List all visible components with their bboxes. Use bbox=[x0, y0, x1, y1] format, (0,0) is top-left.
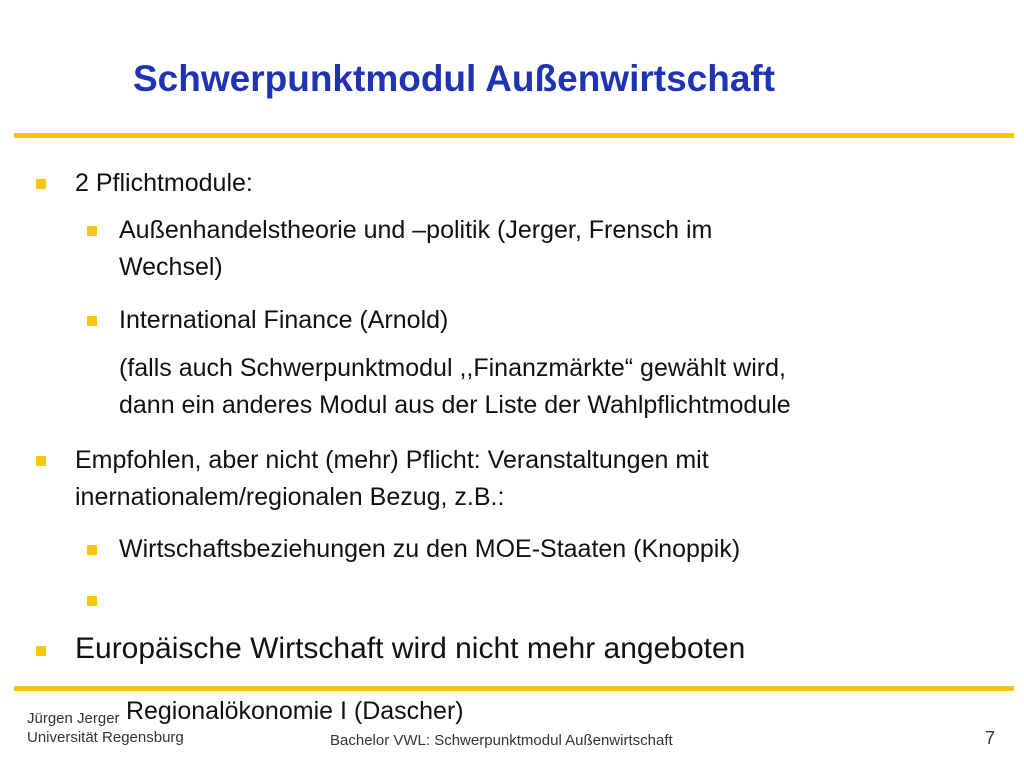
note-text-line: dann ein anderes Modul aus der Liste der Wahlpflichtmodule bbox=[119, 391, 791, 419]
bullet-text-line: Regionalökonomie I (Dascher) bbox=[119, 697, 464, 725]
bullet-item bbox=[75, 630, 745, 667]
sub-bullet-item bbox=[119, 531, 740, 568]
square-bullet-icon bbox=[36, 179, 46, 189]
square-bullet-icon bbox=[87, 545, 97, 555]
bullet-text-line: Außenhandelstheorie und –politik (Jerger, Frensch im bbox=[119, 216, 713, 244]
sub-bullet-item bbox=[119, 302, 448, 339]
bullet-text-line: 2 Pflichtmodule: bbox=[75, 169, 253, 197]
square-bullet-icon bbox=[87, 596, 97, 606]
note-paragraph bbox=[119, 350, 791, 424]
sub-bullet-item bbox=[119, 212, 712, 286]
bullet-text-line: International Finance (Arnold) bbox=[119, 306, 449, 334]
footer-author bbox=[27, 709, 184, 747]
bullet-text-line: Empfohlen, aber nicht (mehr) Pflicht: Veranstaltungen mit bbox=[75, 446, 709, 474]
bullet-text-line: inernationalem/regionalen Bezug, z.B.: bbox=[75, 483, 505, 511]
note-text-line: (falls auch Schwerpunktmodul ,,Finanzmärkte“ gewählt wird, bbox=[119, 354, 786, 382]
bullet-item bbox=[75, 165, 253, 202]
square-bullet-icon bbox=[36, 646, 46, 656]
page-number: 7 bbox=[985, 728, 996, 748]
footer-divider bbox=[14, 686, 1014, 691]
author-name: Jürgen Jerger bbox=[27, 710, 120, 727]
square-bullet-icon bbox=[36, 456, 46, 466]
bullet-item bbox=[75, 442, 709, 516]
bullet-text-line: Europäische Wirtschaft wird nicht mehr angeboten bbox=[75, 632, 746, 665]
footer-course-title: Bachelor VWL: Schwerpunktmodul Außenwirtschaft bbox=[330, 732, 673, 749]
bullet-text-line: Wechsel) bbox=[119, 253, 223, 281]
square-bullet-icon bbox=[87, 226, 97, 236]
bullet-text-line: Wirtschaftsbeziehungen zu den MOE-Staaten (Knoppik) bbox=[119, 535, 741, 563]
author-affiliation: Universität Regensburg bbox=[27, 729, 184, 746]
slide-title: Schwerpunktmodul Außenwirtschaft bbox=[133, 58, 776, 99]
square-bullet-icon bbox=[87, 316, 97, 326]
